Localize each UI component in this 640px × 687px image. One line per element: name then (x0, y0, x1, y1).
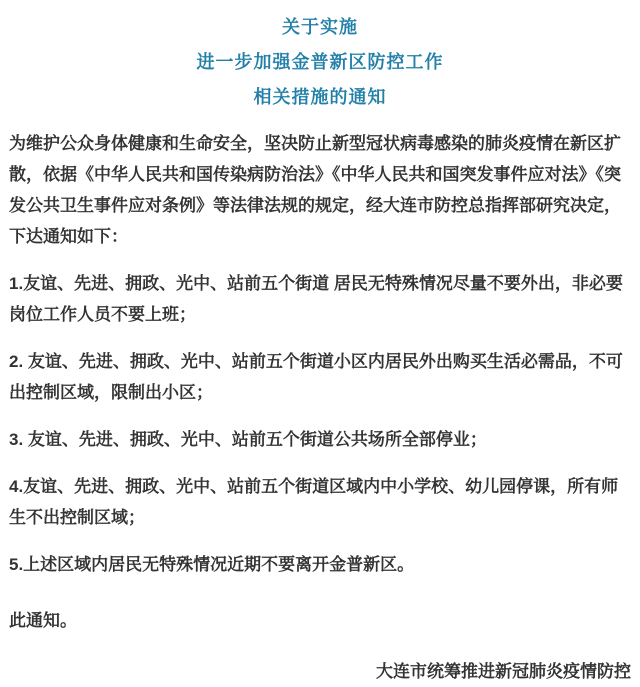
title-line-2: 进一步加强金普新区防控工作 (196, 52, 444, 72)
notice-item-5: 5.上述区域内居民无特殊情况近期不要离开金普新区。 (9, 555, 415, 574)
notice-title (9, 0, 631, 115)
signature-line: 大连市统筹推进新冠肺炎疫情防控 (376, 662, 631, 681)
notice-item-1: 1.友谊、先进、拥政、光中、站前五个街道 居民无特殊情况尽量不要外出，非必要岗位工作人员不要上班； (9, 274, 623, 324)
title-line-1: 关于实施 (282, 17, 358, 37)
intro-paragraph: 为维护公众身体健康和生命安全，坚决防止新型冠状病毒感染的肺炎疫情在新区扩散，依据《中华人民共和国传染病防治法》《中华人民共和国突发事件应对法》《突发公共卫生事件应对条例》等法律法规的规定，经大连市防控总指挥部研究决定，下达通知如下： (9, 134, 621, 246)
closing-line: 此通知。 (9, 611, 77, 630)
notice-item-2: 2. 友谊、先进、拥政、光中、站前五个街道小区内居民外出购买生活必需品，不可出控制区域，限制出小区； (9, 352, 623, 402)
notice-item-3: 3. 友谊、先进、拥政、光中、站前五个街道公共场所全部停业； (9, 430, 487, 449)
notice-item-4: 4.友谊、先进、拥政、光中、站前五个街道区域内中小学校、幼儿园停课，所有师生不出控制区域； (9, 477, 619, 527)
title-line-3: 相关措施的通知 (253, 87, 387, 107)
